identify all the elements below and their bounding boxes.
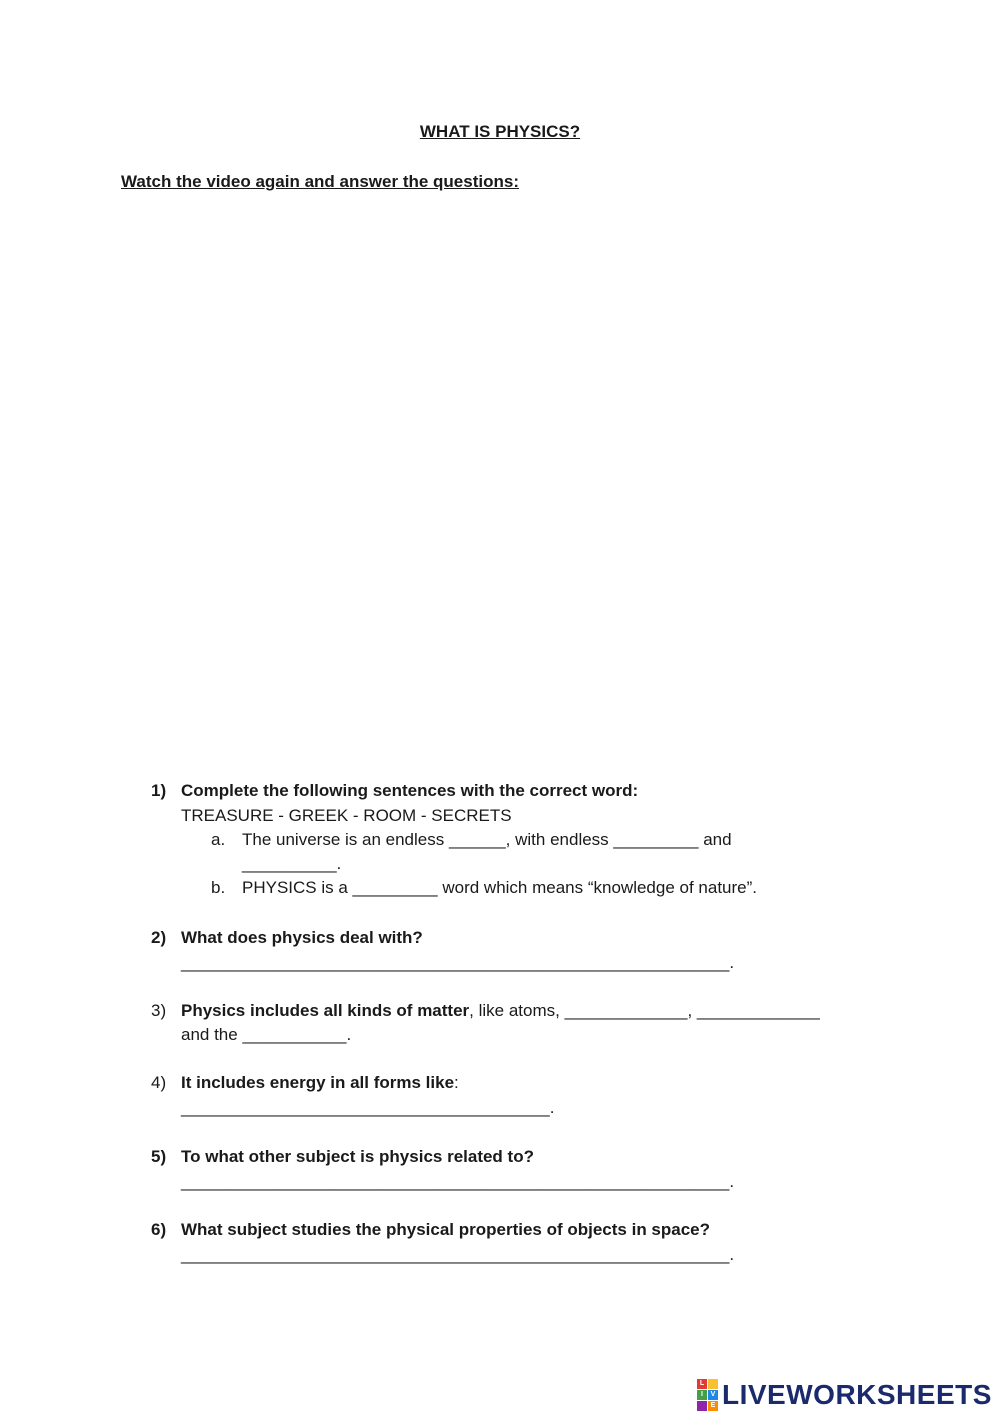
question-prompt: Complete the following sentences with the correct word: [181,781,639,800]
question-prompt: To what other subject is physics related to? [181,1147,534,1166]
logo-tile: V [708,1390,718,1400]
sub-item-a-blank[interactable]: __________. [242,854,342,873]
sub-item-marker: b. [211,878,226,897]
question-number: 6) [151,1220,167,1239]
answer-line[interactable]: __________________________________________________________. [181,1245,735,1264]
question-prompt: What subject studies the physical properties of objects in space? [181,1220,711,1239]
logo-tile: I [697,1390,707,1400]
logo-tile [697,1401,707,1411]
question-prompt [181,1072,459,1094]
question-number: 1) [151,781,167,800]
sub-item-a-text: The universe is an endless ______, with endless _________ and [242,830,732,849]
answer-line[interactable]: __________________________________________________________. [181,1172,735,1191]
answer-line[interactable]: __________________________________________________________. [181,953,735,972]
question-prompt-bold: Physics includes all kinds of matter [181,1001,470,1020]
word-bank: TREASURE - GREEK - ROOM - SECRETS [181,806,512,825]
liveworksheets-logo[interactable] [697,1378,992,1412]
question-prompt-rest: : [454,1073,459,1092]
question-number: 5) [151,1147,167,1166]
logo-tile [708,1379,718,1389]
question-prompt-bold: It includes energy in all forms like [181,1073,455,1092]
logo-text: LIVEWORKSHEETS [722,1379,992,1410]
question-continuation[interactable]: and the ___________. [181,1025,352,1044]
logo-mark-icon [697,1379,718,1411]
sub-item-marker: a. [211,830,226,849]
page-title: WHAT IS PHYSICS? [419,122,581,141]
question-number: 4) [151,1073,167,1092]
instruction: Watch the video again and answer the questions: [121,172,519,191]
logo-tile: E [708,1401,718,1411]
question-prompt-rest[interactable]: , like atoms, _____________, _____________ [469,1001,820,1020]
question-prompt: What does physics deal with? [181,928,423,947]
logo-tile: L [697,1379,707,1389]
question-prompt [181,1000,820,1022]
question-number: 3) [151,1001,167,1020]
question-number: 2) [151,928,167,947]
sub-item-b-text: PHYSICS is a _________ word which means “knowledge of nature”. [242,878,758,897]
answer-line[interactable]: _______________________________________. [181,1098,555,1117]
